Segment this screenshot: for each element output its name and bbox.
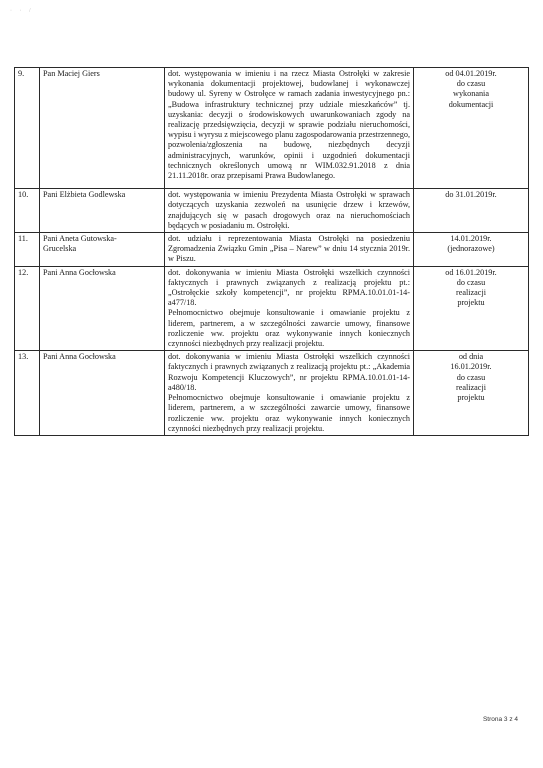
row-number: 12. xyxy=(15,266,40,351)
scope-text: dot. dokonywania w imieniu Miasta Ostrołęki wszelkich czynności faktycznych i prawnych związanych z realizacją projektu pt.: „Ostrołęckie szkoły kompetencji”, nr projektu RPMA.10.01.01-14-a477/18. Pełnomocnictwo obejmuje konsultowanie i omawianie projektu z liderem, partnerem, a w szczególności zawarcie umowy, finansowe rozliczenie ww. projektu oraz wykonywanie innych koniecznych czynności niezbędnych przy realizacji projektu. xyxy=(165,266,414,351)
validity-period: od dnia 16.01.2019r. do czasu realizacji projektu xyxy=(414,351,529,436)
page-number: Strona 3 z 4 xyxy=(482,716,518,723)
table-body xyxy=(15,68,529,436)
scope-text: dot. dokonywania w imieniu Miasta Ostrołęki wszelkich czynności faktycznych i prawnych związanych z realizacją projektu pt.: „Akademia Rozwoju Kompetencji Kluczowych”, nr projektu RPMA.10.01.01-14-a480/18. Pełnomocnictwo obejmuje konsultowanie i omawianie projektu z liderem, partnerem, a w szczególności zawarcie umowy, finansowe rozliczenie ww. projektu oraz wykonywanie innych koniecznych czynności niezbędnych przy realizacji projektu. xyxy=(165,351,414,436)
person-name: Pani Anna Gocłowska xyxy=(40,266,165,351)
row-number: 10. xyxy=(15,189,40,233)
person-name: Pan Maciej Giers xyxy=(40,68,165,189)
row-number: 11. xyxy=(15,233,40,267)
scope-text: dot. występowania w imieniu i na rzecz Miasta Ostrołęki w zakresie wykonania dokumentacji projektowej, budowlanej i wykonawczej budowy ul. Syreny w Ostrołęce w ramach zadania inwestycyjnego pn.: „Budowa infrastruktury technicznej przy udziale mieszkańców” tj. uzyskania: decyzji o środowiskowych uwarunkowaniach zgody na realizację przedsięwzięcia, decyzji w sprawie podziału nieruchomości, wypisu i wyrysu z miejscowego planu zagospodarowania przestrzennego, pozwolenia/zgłoszenia na budowę, niezbędnych decyzji administracyjnych, warunków, opinii i uzgodnień dokumentacji technicznych określonych umową nr WIM.032.91.2018 z dnia 21.11.2018r. oraz przepisami Prawa Budowlanego. xyxy=(165,68,414,189)
validity-period: od 04.01.2019r. do czasu wykonania dokumentacji xyxy=(414,68,529,189)
table-row xyxy=(15,68,529,189)
authorizations-table xyxy=(14,67,529,436)
scope-text: dot. występowania w imieniu Prezydenta Miasta Ostrołęki w sprawach dotyczących uzyskania zezwoleń na usunięcie drzew i krzewów, znajdujących się w pasach drogowych oraz na nieruchomościach będących w posiadaniu m. Ostrołęki. xyxy=(165,189,414,233)
person-name: Pani Anna Gocłowska xyxy=(40,351,165,436)
person-name: Pani Elżbieta Godlewska xyxy=(40,189,165,233)
scope-text: dot. udziału i reprezentowania Miasta Ostrołęki na posiedzeniu Zgromadzenia Związku Gmin „Pisa – Narew” w dniu 14 stycznia 2019r. w Piszu. xyxy=(165,233,414,267)
table-row xyxy=(15,351,529,436)
validity-period: od 16.01.2019r. do czasu realizacji projektu xyxy=(414,266,529,351)
table-row xyxy=(15,189,529,233)
corner-mark: · · / xyxy=(10,8,34,14)
table-row xyxy=(15,266,529,351)
validity-period: do 31.01.2019r. xyxy=(414,189,529,233)
table-row xyxy=(15,233,529,267)
row-number: 9. xyxy=(15,68,40,189)
validity-period: 14.01.2019r. (jednorazowe) xyxy=(414,233,529,267)
row-number: 13. xyxy=(15,351,40,436)
person-name: Pani Aneta Gutowska- Grucelska xyxy=(40,233,165,267)
